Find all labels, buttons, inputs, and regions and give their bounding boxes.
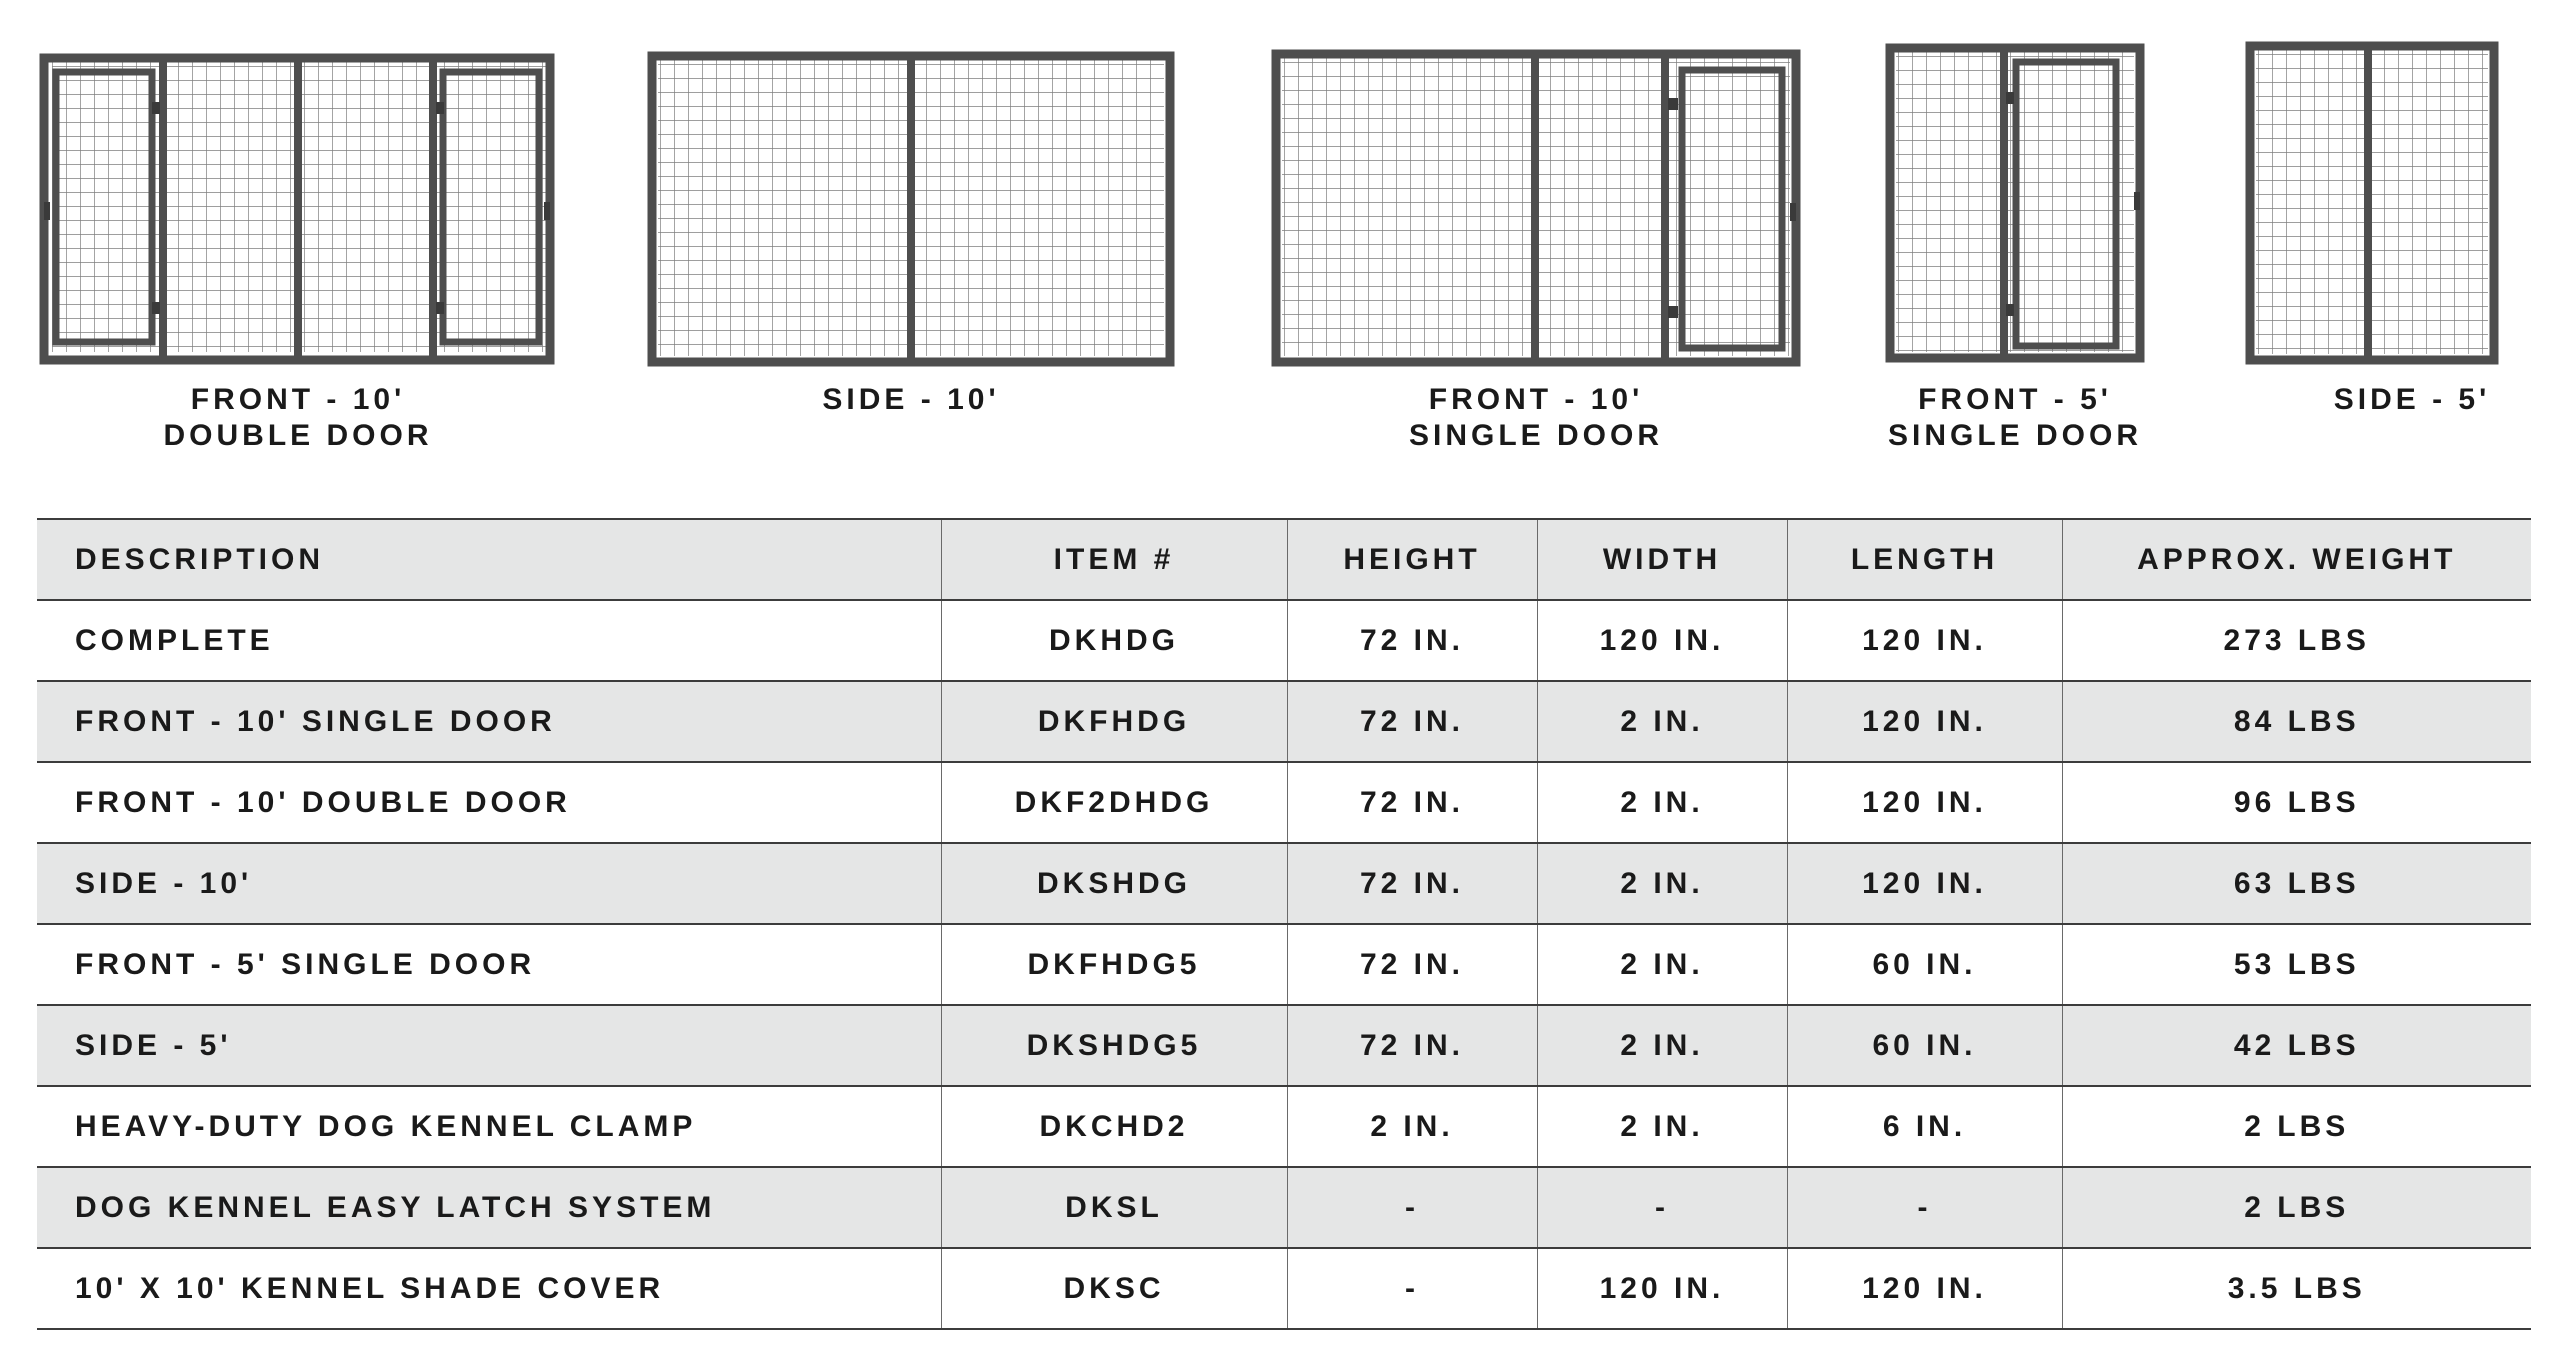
cell-length: 120 IN. [1787, 600, 2062, 681]
cell-weight: 84 LBS [2062, 681, 2531, 762]
cell-width: 120 IN. [1537, 1248, 1787, 1329]
table-header-row [37, 519, 2531, 600]
table-row [37, 1248, 2531, 1329]
cell-length: 60 IN. [1787, 924, 2062, 1005]
cell-height: 72 IN. [1287, 843, 1537, 924]
cell-width: 2 IN. [1537, 843, 1787, 924]
cell-weight: 2 LBS [2062, 1167, 2531, 1248]
cell-weight: 53 LBS [2062, 924, 2531, 1005]
cell-description: FRONT - 5' SINGLE DOOR [37, 924, 941, 1005]
panel-caption-front-5-single-door [1884, 382, 2146, 454]
cell-height: 72 IN. [1287, 762, 1537, 843]
cell-height: 72 IN. [1287, 1005, 1537, 1086]
cell-item-number: DKCHD2 [941, 1086, 1287, 1167]
panel-image-front-5-single-door [1884, 42, 2146, 368]
table-row [37, 1167, 2531, 1248]
table-row [37, 1086, 2531, 1167]
panel-caption-side-5 [2284, 382, 2540, 418]
caption-line: SIDE - 10' [822, 383, 1000, 416]
cell-description: 10' X 10' KENNEL SHADE COVER [37, 1248, 941, 1329]
caption-line: DOUBLE DOOR [163, 419, 433, 452]
cell-description: HEAVY-DUTY DOG KENNEL CLAMP [37, 1086, 941, 1167]
table-row [37, 762, 2531, 843]
cell-weight: 2 LBS [2062, 1086, 2531, 1167]
cell-width: 2 IN. [1537, 681, 1787, 762]
cell-length: 6 IN. [1787, 1086, 2062, 1167]
cell-description: FRONT - 10' SINGLE DOOR [37, 681, 941, 762]
cell-description: SIDE - 10' [37, 843, 941, 924]
header-height: HEIGHT [1287, 519, 1537, 600]
cell-description: SIDE - 5' [37, 1005, 941, 1086]
cell-weight: 42 LBS [2062, 1005, 2531, 1086]
kennel-panel-gallery [0, 0, 2560, 480]
cell-width: - [1537, 1167, 1787, 1248]
cell-weight: 273 LBS [2062, 600, 2531, 681]
caption-line: SINGLE DOOR [1887, 419, 2142, 452]
cell-height: 72 IN. [1287, 681, 1537, 762]
cell-item-number: DKSC [941, 1248, 1287, 1329]
table-row [37, 1005, 2531, 1086]
header-length: LENGTH [1787, 519, 2062, 600]
cell-length: 120 IN. [1787, 843, 2062, 924]
cell-height: - [1287, 1167, 1537, 1248]
cell-length: 60 IN. [1787, 1005, 2062, 1086]
header-description: DESCRIPTION [37, 519, 941, 600]
cell-length: - [1787, 1167, 2062, 1248]
caption-line: FRONT - 10' [1428, 383, 1644, 416]
panel-image-side-10 [646, 50, 1176, 372]
spec-table [37, 518, 2531, 1330]
table-row [37, 924, 2531, 1005]
cell-weight: 96 LBS [2062, 762, 2531, 843]
panel-caption-front-10-single-door [1270, 382, 1802, 454]
cell-width: 2 IN. [1537, 924, 1787, 1005]
table-row [37, 843, 2531, 924]
cell-width: 2 IN. [1537, 762, 1787, 843]
cell-item-number: DKFHDG [941, 681, 1287, 762]
cell-item-number: DKSHDG5 [941, 1005, 1287, 1086]
panel-caption-side-10 [646, 382, 1176, 418]
header-item-number: ITEM # [941, 519, 1287, 600]
panel-image-front-10-double-door [38, 52, 558, 372]
caption-line: SINGLE DOOR [1408, 419, 1663, 452]
panel-image-front-10-single-door [1270, 48, 1802, 372]
cell-length: 120 IN. [1787, 1248, 2062, 1329]
cell-height: 72 IN. [1287, 924, 1537, 1005]
table-row [37, 600, 2531, 681]
cell-item-number: DKSL [941, 1167, 1287, 1248]
cell-weight: 3.5 LBS [2062, 1248, 2531, 1329]
caption-line: FRONT - 5' [1918, 383, 2112, 416]
cell-item-number: DKFHDG5 [941, 924, 1287, 1005]
cell-weight: 63 LBS [2062, 843, 2531, 924]
panel-caption-front-10-double-door [38, 382, 558, 454]
table-row [37, 681, 2531, 762]
caption-line: FRONT - 10' [190, 383, 406, 416]
cell-item-number: DKHDG [941, 600, 1287, 681]
cell-height: - [1287, 1248, 1537, 1329]
cell-width: 2 IN. [1537, 1086, 1787, 1167]
panel-image-side-5 [2244, 40, 2500, 370]
cell-description: DOG KENNEL EASY LATCH SYSTEM [37, 1167, 941, 1248]
header-width: WIDTH [1537, 519, 1787, 600]
cell-description: COMPLETE [37, 600, 941, 681]
header-approx-weight: APPROX. WEIGHT [2062, 519, 2531, 600]
cell-width: 2 IN. [1537, 1005, 1787, 1086]
cell-length: 120 IN. [1787, 762, 2062, 843]
cell-length: 120 IN. [1787, 681, 2062, 762]
cell-width: 120 IN. [1537, 600, 1787, 681]
cell-item-number: DKF2DHDG [941, 762, 1287, 843]
caption-line: SIDE - 5' [2333, 383, 2491, 416]
cell-height: 2 IN. [1287, 1086, 1537, 1167]
cell-height: 72 IN. [1287, 600, 1537, 681]
cell-description: FRONT - 10' DOUBLE DOOR [37, 762, 941, 843]
cell-item-number: DKSHDG [941, 843, 1287, 924]
